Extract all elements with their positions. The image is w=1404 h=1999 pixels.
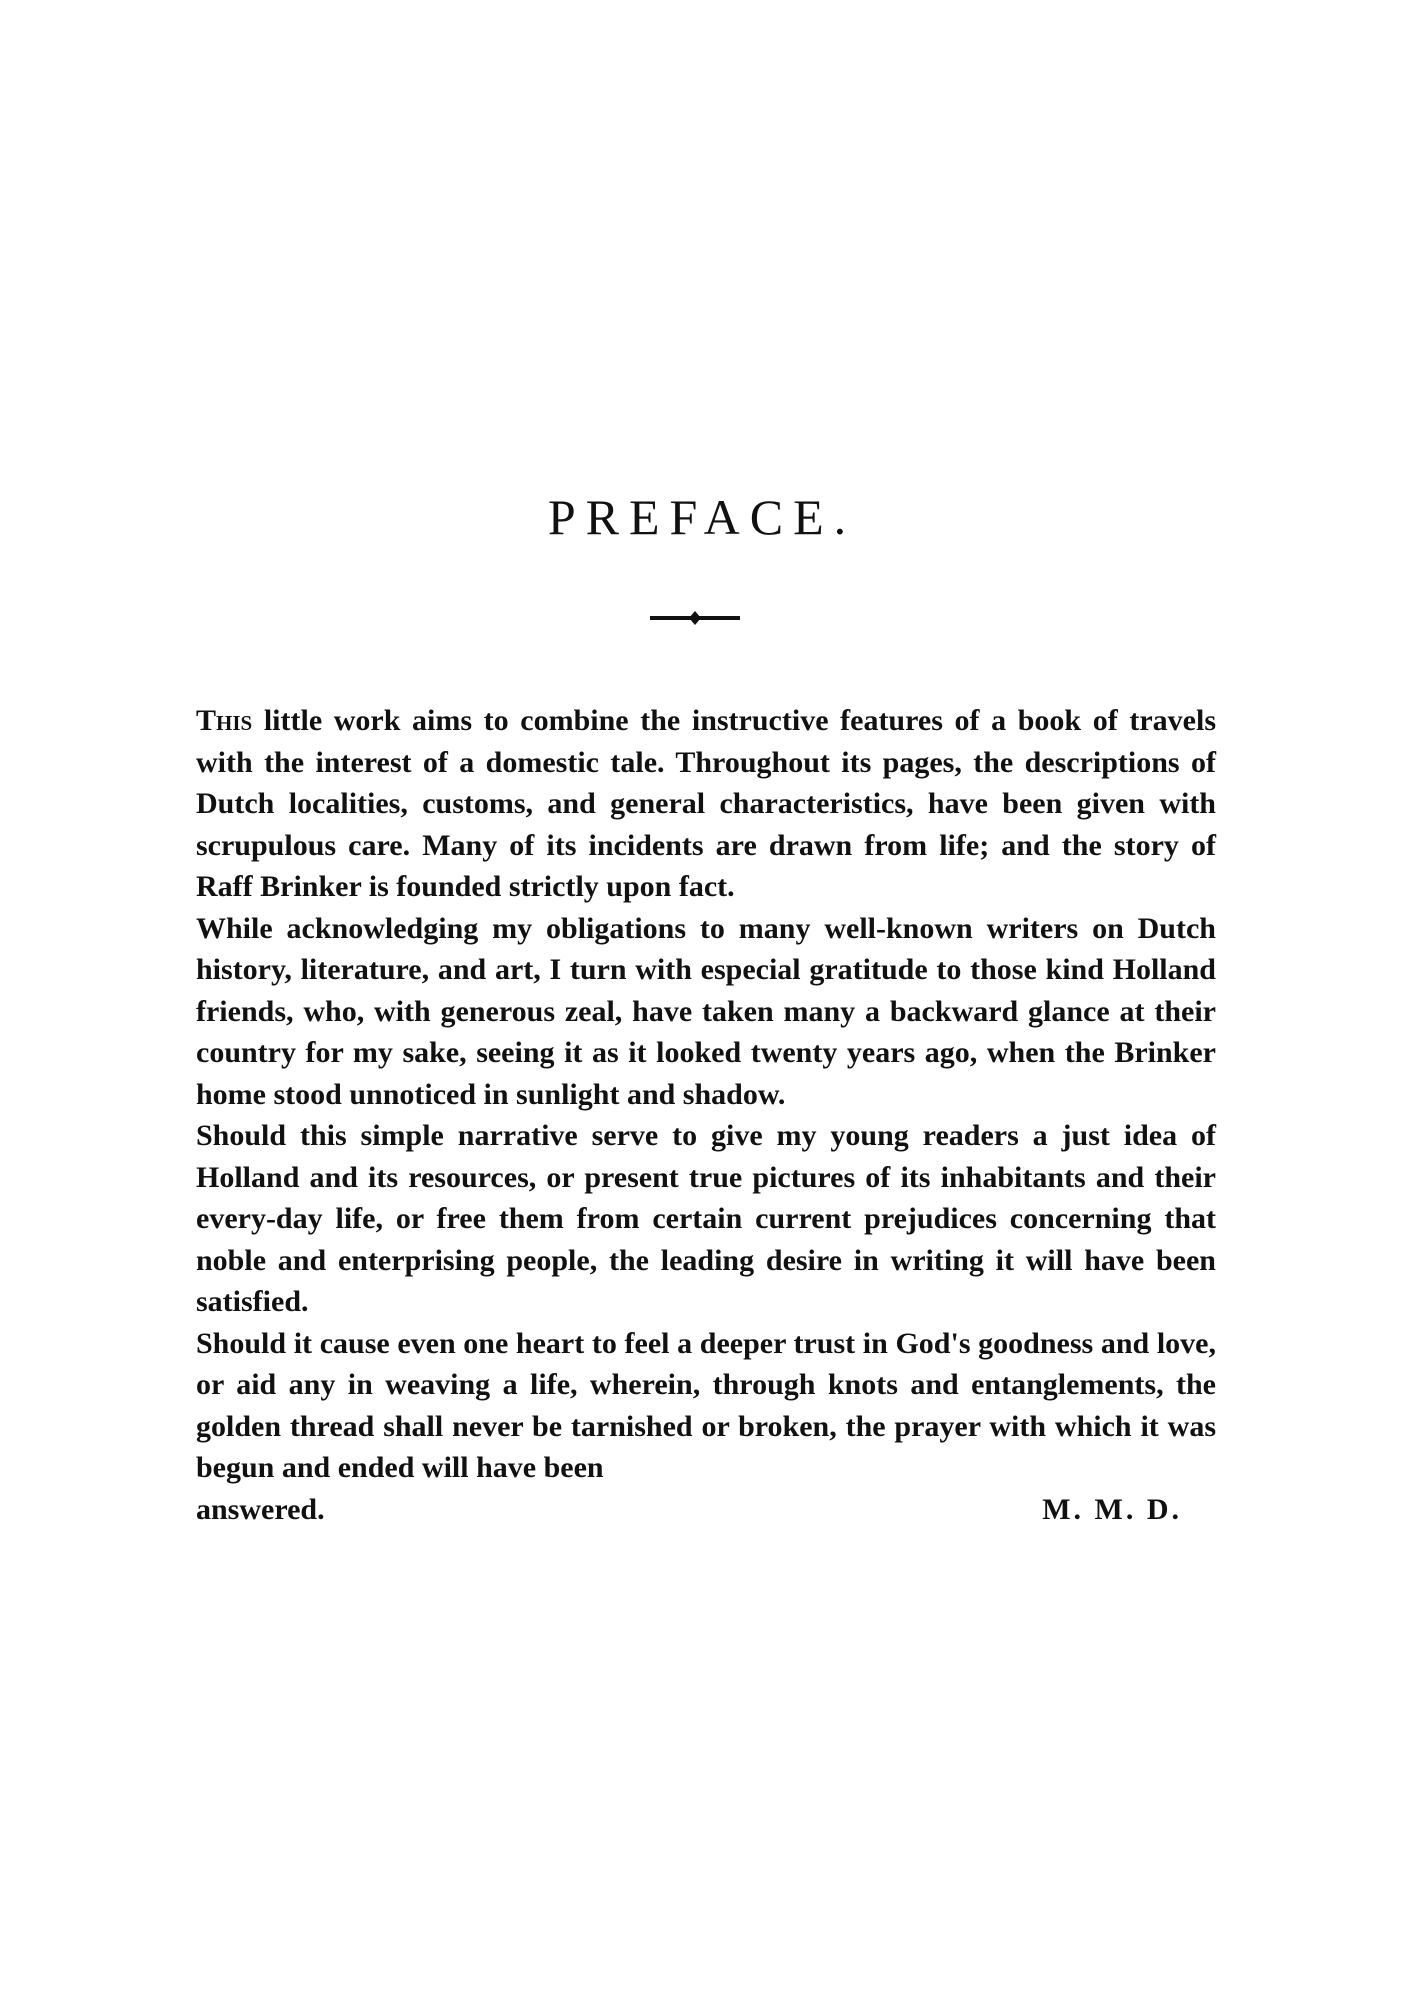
author-signature: M. M. D. xyxy=(1042,1492,1182,1526)
closing-line xyxy=(196,1489,1216,1531)
paragraph-lead: This xyxy=(196,704,253,737)
page-title: PREFACE. xyxy=(547,489,857,545)
preface-body xyxy=(196,700,1216,1530)
paragraph-text: little work aims to combine the instructive features of a book of travels with the interest of a domestic tale. Throughout its pages, the descriptions of Dutch localities, customs, and general characteristics, have been given with scrupulous care. Many of its incidents are drawn from life; and the story of Raff Brinker is founded strictly upon fact. xyxy=(196,704,1216,903)
paragraph-3: Should this simple narrative serve to give my young readers a just idea of Holland and its resources, or present true pictures of its inhabitants and their every-day life, or free them from certain current prejudices concerning that noble and enterprising people, the leading desire in writing it will have been satisfied. xyxy=(196,1119,1216,1318)
paragraph-1 xyxy=(196,700,1216,908)
divider-ornament-icon xyxy=(648,608,742,628)
paragraph-4: Should it cause even one heart to feel a deeper trust in God's goodness and love, or aid any in weaving a life, wherein, through knots and entanglements, the golden thread shall never be tarnished or broken, the prayer with which it was begun and ended will have been xyxy=(196,1326,1216,1484)
paragraph-2: While acknowledging my obligations to many well-known writers on Dutch history, literature, and art, I turn with especial gratitude to those kind Holland friends, who, with generous zeal, have taken many a backward glance at their country for my sake, seeing it as it looked twenty years ago, when the Brinker home stood unnoticed in sunlight and shadow. xyxy=(196,911,1216,1111)
closing-word: answered. xyxy=(196,1492,325,1526)
